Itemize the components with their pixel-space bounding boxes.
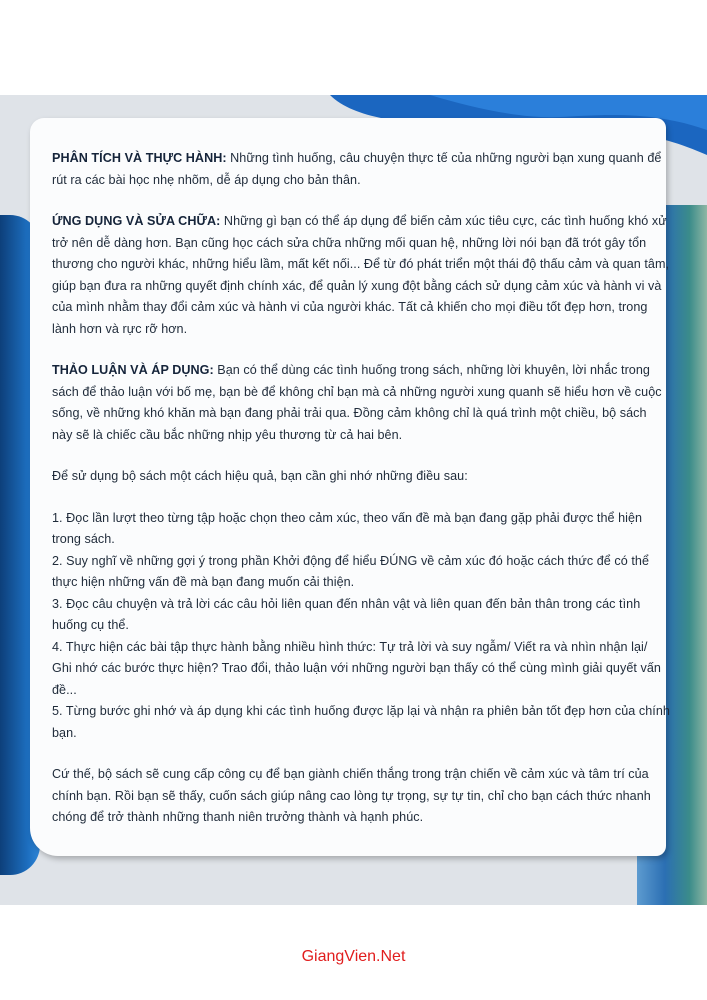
section-analysis	[52, 148, 670, 191]
document-page	[30, 118, 670, 856]
watermark-link[interactable]: GiangVien.Net	[301, 948, 406, 965]
list-item: 2. Suy nghĩ về những gợi ý trong phần Khởi động để hiểu ĐÚNG về cảm xúc đó hoặc cách thức để có thể thực hiện những vấn đề mà bạn đang muốn cải thiện.	[52, 553, 649, 589]
section-text: Những gì bạn có thể áp dụng để biến cảm xúc tiêu cực, các tình huống khó xử trở nên dễ dàng hơn. Bạn cũng học cách sửa chữa những mối quan hệ, những lời nói bạn đã trót gây tổn thương cho người khác, những hiểu lầm, mất kết nối... Để từ đó phát triển một thái độ thấu cảm và quan tâm, giúp bạn đưa ra những quyết định chính xác, để quản lý xung đột bằng cách sử dụng cảm xúc và hành vi và của mình nhằm thay đổi cảm xúc và hành vi của người khác. Tất cả khiến cho mọi điều tốt đẹp hơn, trong lành hơn và rực rỡ hơn.	[52, 214, 670, 336]
list-item: 1. Đọc lần lượt theo từng tập hoặc chọn theo cảm xúc, theo vấn đề mà bạn đang gặp phải được thể hiện trong sách.	[52, 510, 643, 546]
section-discussion	[52, 360, 670, 446]
closing-paragraph: Cứ thế, bộ sách sẽ cung cấp công cụ để bạn giành chiến thắng trong trận chiến về cảm xúc và tâm trí của chính bạn. Rồi bạn sẽ thấy, cuốn sách giúp nâng cao lòng tự trọng, sự tự tin, chỉ cho bạn cách thức nhanh chóng để trở thành những thanh niên trưởng thành và hạnh phúc.	[52, 767, 651, 824]
section-text: Những tình huống, câu chuyện thực tế của những người bạn xung quanh để rút ra các bài học nhẹ nhõm, dễ áp dụng cho bản thân.	[52, 151, 662, 187]
document-body	[52, 148, 670, 829]
section-text: Bạn có thể dùng các tình huống trong sách, những lời khuyên, lời nhắc trong sách để thảo luận với bố mẹ, bạn bè để không chỉ bạn mà cả những người xung quanh sẽ hiểu hơn về cuộc sống, về những khó khăn mà bạn đang phải trải qua. Đồng cảm không chỉ là quá trình một chiều, bộ sách này sẽ là chiếc cầu bắc những nhịp yêu thương từ cả hai bên.	[52, 363, 662, 442]
instruction-list	[52, 508, 670, 745]
section-application	[52, 211, 670, 340]
list-item: 4. Thực hiện các bài tập thực hành bằng nhiều hình thức: Tự trả lời và suy ngẫm/ Viết ra và nhìn nhận lại/ Ghi nhớ các bước thực hiện? Trao đổi, thảo luận với những người bạn thấy có thể cùng mình giải quyết vấn đề...	[52, 639, 661, 697]
section-heading: ỨNG DỤNG VÀ SỬA CHỮA:	[52, 214, 221, 228]
section-heading: THẢO LUẬN VÀ ÁP DỤNG:	[52, 363, 214, 377]
section-heading: PHÂN TÍCH VÀ THỰC HÀNH:	[52, 151, 227, 165]
list-item: 5. Từng bước ghi nhớ và áp dụng khi các tình huống được lặp lại và nhận ra phiên bản tốt đẹp hơn của chính bạn.	[52, 704, 670, 740]
intro-paragraph: Để sử dụng bộ sách một cách hiệu quả, bạn cần ghi nhớ những điều sau:	[52, 469, 468, 483]
list-item: 3. Đọc câu chuyện và trả lời các câu hỏi liên quan đến nhân vật và liên quan đến bản thân trong các tình huống cụ thể.	[52, 596, 641, 632]
